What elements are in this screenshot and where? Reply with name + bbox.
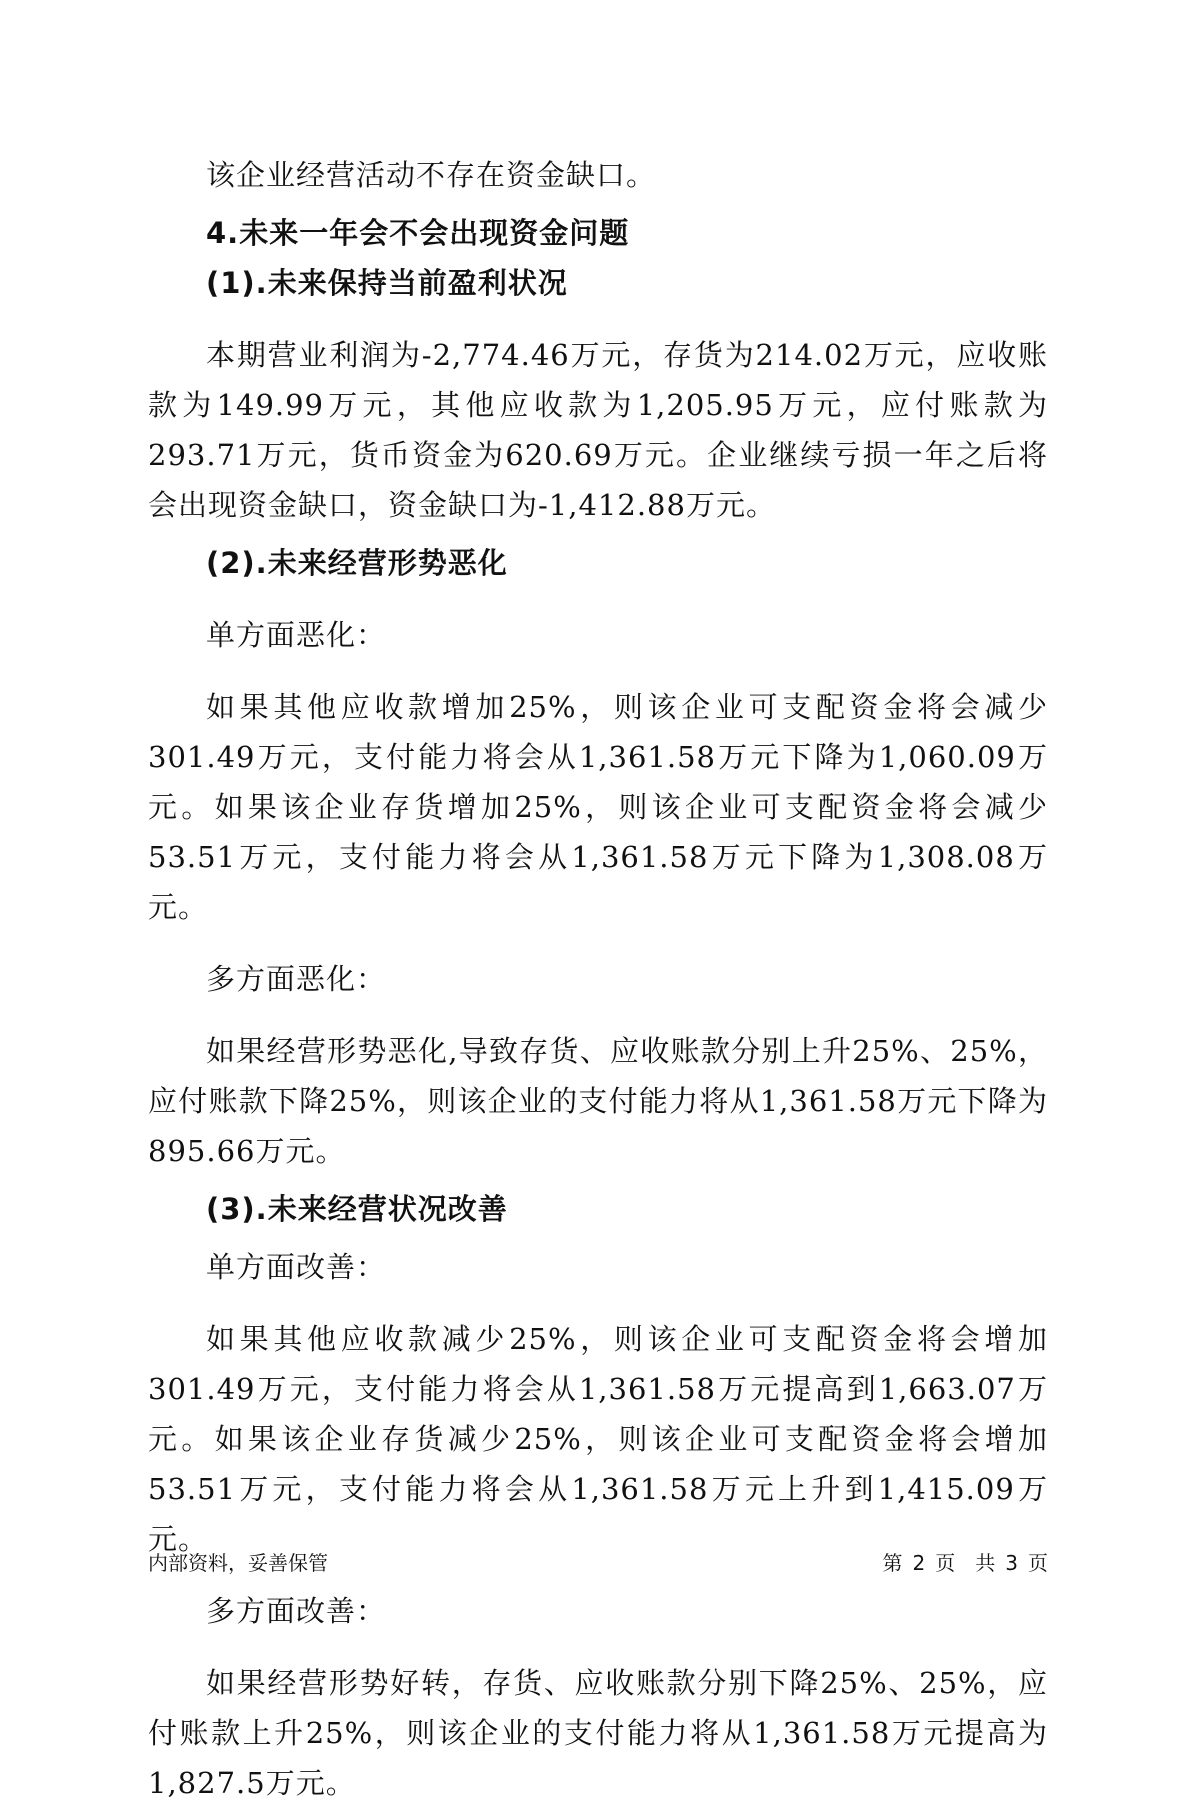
paragraph-single-improvement: 如果其他应收款减少25%，则该企业可支配资金将会增加301.49万元，支付能力将会从1,361.58万元提高到1,663.07万元。如果该企业存货减少25%，则该企业可支配资金将会增加53.51万元，支付能力将会从1,361.58万元上升到1,415.09万元。 — [148, 1322, 1048, 1556]
subsection-heading-2: (2).未来经营形势恶化 — [206, 546, 508, 580]
paragraph-single-deterioration-label: 单方面恶化： — [206, 618, 387, 652]
section-heading-4: 4.未来一年会不会出现资金问题 — [206, 216, 630, 250]
page-unit: 页 — [935, 1551, 956, 1575]
paragraph-multi-improvement-label: 多方面改善： — [206, 1594, 387, 1628]
paragraph-conclusion: 该企业经营活动不存在资金缺口。 — [206, 158, 657, 192]
confidential-note: 内部资料，妥善保管 — [148, 1551, 328, 1575]
paragraph-multi-deterioration: 如果经营形势恶化,导致存货、应收账款分别上升25%、25%，应付账款下降25%，则该企业的支付能力将从1,361.58万元下降为895.66万元。 — [148, 1034, 1048, 1168]
page-current: 2 — [912, 1551, 926, 1575]
paragraph-multi-deterioration-label: 多方面恶化： — [206, 962, 387, 996]
paragraph-single-improvement-label: 单方面改善： — [206, 1250, 387, 1284]
page-number — [883, 1547, 1048, 1576]
paragraph-multi-improvement: 如果经营形势好转，存货、应收账款分别下降25%、25%，应付账款上升25%，则该企业的支付能力将从1,361.58万元提高为1,827.5万元。 — [148, 1666, 1048, 1800]
subsection-heading-3: (3).未来经营状况改善 — [206, 1192, 508, 1226]
subsection-heading-1: (1).未来保持当前盈利状况 — [206, 266, 568, 300]
paragraph-single-deterioration: 如果其他应收款增加25%，则该企业可支配资金将会减少301.49万元，支付能力将会从1,361.58万元下降为1,060.09万元。如果该企业存货增加25%，则该企业可支配资金将会减少53.51万元，支付能力将会从1,361.58万元下降为1,308.08万元。 — [148, 690, 1048, 924]
page-total: 3 — [1005, 1551, 1018, 1575]
page-footer — [148, 1547, 1048, 1576]
page-prefix: 第 — [882, 1551, 903, 1575]
total-unit: 页 — [1028, 1551, 1048, 1575]
total-prefix: 共 — [975, 1551, 996, 1575]
paragraph-current-profit: 本期营业利润为-2,774.46万元，存货为214.02万元，应收账款为149.99万元，其他应收款为1,205.95万元，应付账款为293.71万元，货币资金为620.69万元。企业继续亏损一年之后将会出现资金缺口，资金缺口为-1,412.88万元。 — [148, 338, 1048, 522]
